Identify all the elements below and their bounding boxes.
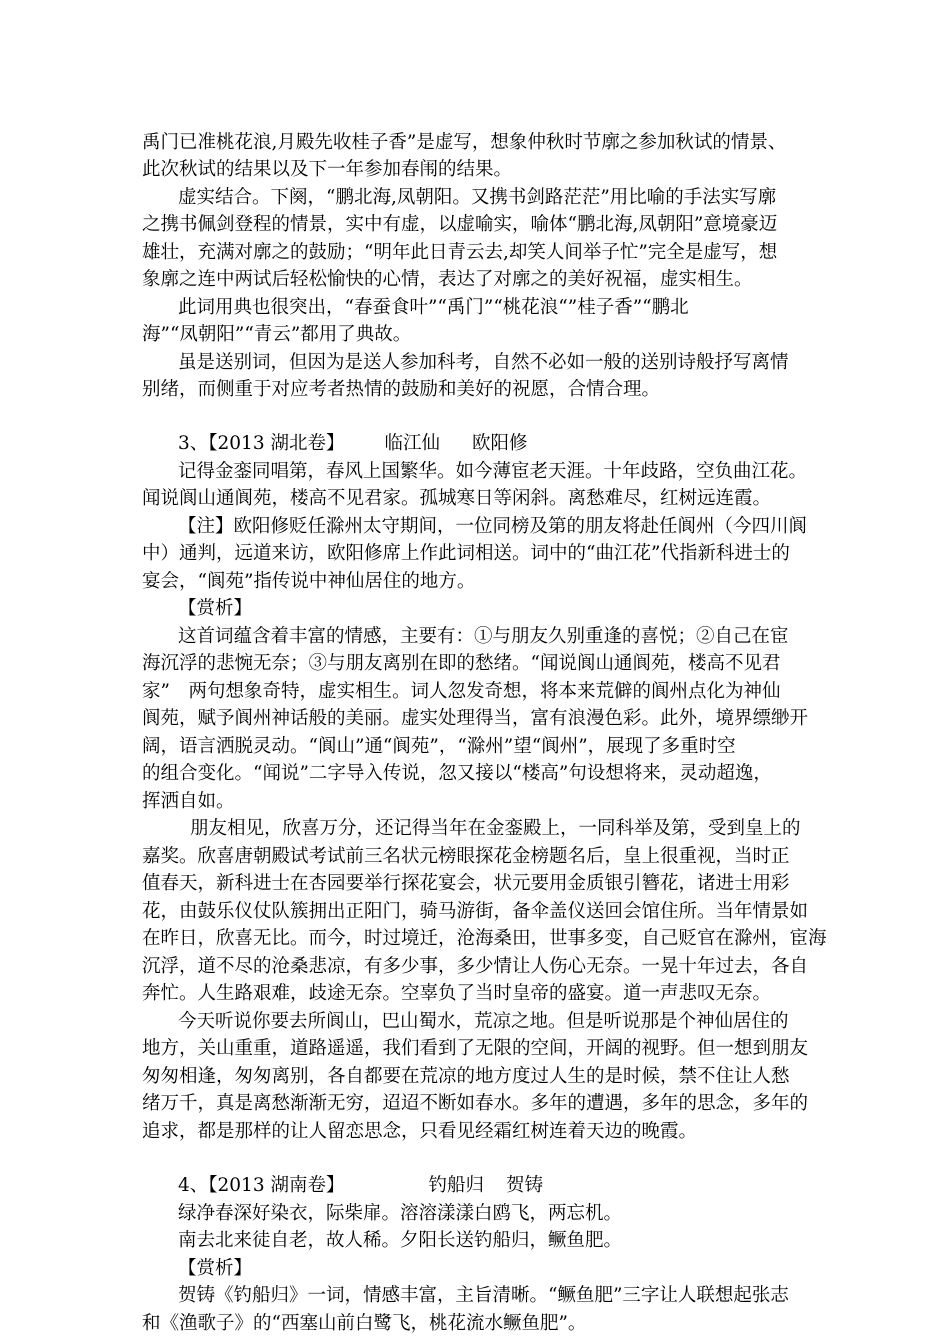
text-line: 沉浮，道不尽的沧桑悲凉，有多少事，多少情让人伤心无奈。一晃十年过去，各自 — [142, 956, 809, 977]
appreciation-label: 【赏析】 — [178, 598, 253, 619]
text-line: 在昨日，欣喜无比。而今，时过境迁，沧海桑田，世事多变，自己贬官在滁州，宦海 — [142, 928, 827, 949]
text-line: 和《渔歌子》的“西塞山前白鹭飞，桃花流水鳜鱼肥”。 — [142, 1313, 587, 1334]
text-line: 雄壮，充满对廓之的鼓励；“明年此日青云去,却笑人间举子忙”完全是虚写，想 — [142, 242, 778, 263]
section-number: 3、【2013 湖北卷】 — [178, 433, 345, 454]
section-heading-4 — [178, 1171, 543, 1197]
section-number: 4、【2013 湖南卷】 — [178, 1175, 345, 1196]
text-line: 别绪，而侧重于对应考者热情的鼓励和美好的祝愿，合情合理。 — [142, 379, 661, 400]
text-line: 象廓之连中两试后轻松愉快的心情，表达了对廓之的美好祝福，虚实相生。 — [142, 269, 753, 290]
text-line: 阔，语言洒脱灵动。“阆山”通“阆苑”，“滁州”望“阆州”，展现了多重时空 — [142, 736, 736, 757]
text-line: 匆匆相逢，匆匆离别，各自都要在荒凉的地方度过人生的是时候，禁不住让人愁 — [142, 1066, 790, 1087]
text-line: 这首词蕴含着丰富的情感，主要有：①与朋友久别重逢的喜悦；②自己在宦 — [178, 626, 789, 647]
poem-line: 南去北来徒自老，故人稀。夕阳长送钓船归，鳜鱼肥。 — [178, 1230, 623, 1251]
text-line: 地方，关山重重，道路遥遥，我们看到了无限的空间，开阔的视野。但一想到朋友 — [142, 1038, 809, 1059]
text-line: 禹门已准桃花浪,月殿先收桂子香”是虚写，想象仲秋时节廓之参加秋试的情景、 — [142, 132, 787, 153]
poem-line: 闻说阆山通阆苑，楼高不见君家。孤城寒日等闲斜。离愁难尽，红树远连霞。 — [142, 488, 772, 509]
section-heading-3 — [178, 429, 528, 455]
text-line: 花，由鼓乐仪仗队簇拥出正阳门，骑马游街，备伞盖仪送回会馆住所。当年情景如 — [142, 901, 809, 922]
appreciation-label: 【赏析】 — [178, 1258, 253, 1279]
text-line: 此次秋试的结果以及下一年参加春闱的结果。 — [142, 159, 513, 180]
text-line: 阆苑，赋予阆州神话般的美丽。虚实处理得当，富有浪漫色彩。此外，境界缥缈开 — [142, 708, 809, 729]
poem-author: 欧阳修 — [472, 433, 528, 454]
text-line: 嘉奖。欣喜唐朝殿试考试前三名状元榜眼探花金榜题名后，皇上很重视，当时正 — [142, 846, 790, 867]
text-line: 贺铸《钓船归》一词，情感丰富，主旨清晰。“鳜鱼肥”三字让人联想起张志 — [178, 1285, 789, 1306]
text-line: 之携书佩剑登程的情景，实中有虚，以虚喻实，喻体“鹏北海,凤朝阳”意境豪迈 — [142, 214, 778, 235]
text-line: 海沉浮的悲惋无奈；③与朋友离别在即的愁绪。“闻说阆山通阆苑，楼高不见君 — [142, 653, 781, 674]
poem-title: 临江仙 — [384, 433, 440, 454]
text-line: 家” 两句想象奇特，虚实相生。词人忽发奇想，将本来荒僻的阆州点化为神仙 — [142, 681, 781, 702]
text-line: 的组合变化。“闻说”二字导入传说，忽又接以“楼高”句设想将来，灵动超逸， — [142, 763, 772, 784]
text-line: 虽是送别词，但因为是送人参加科考，自然不必如一般的送别诗般抒写离情 — [178, 352, 789, 373]
text-line: 虚实结合。下阕，“鹏北海,凤朝阳。又携书剑路茫茫”用比喻的手法实写廓 — [178, 187, 777, 208]
note-line: 宴会，“阆苑”指传说中神仙居住的地方。 — [142, 571, 476, 592]
poem-line: 绿净春深好染衣，际柴扉。溶溶漾漾白鸥飞，两忘机。 — [178, 1203, 623, 1224]
note-line: 【注】欧阳修贬任滁州太守期间，一位同榜及第的朋友将赴任阆州（今四川阆 — [178, 516, 808, 537]
text-line: 追求，都是那样的让人留恋思念，只看见经霜红树连着天边的晚霞。 — [142, 1121, 698, 1142]
text-line: 今天听说你要去所阆山，巴山蜀水，荒凉之地。但是听说那是个神仙居住的 — [178, 1011, 789, 1032]
text-line: 挥洒自如。 — [142, 791, 235, 812]
poem-line: 记得金銮同唱第，春风上国繁华。如今薄宦老天涯。十年歧路，空负曲江花。 — [178, 461, 808, 482]
text-line: 海”“凤朝阳”“青云”都用了典故。 — [142, 324, 412, 345]
text-line: 奔忙。人生路艰难，歧途无奈。空辜负了当时皇帝的盛宴。道一声悲叹无奈。 — [142, 983, 772, 1004]
text-line: 绪万千，真是离愁渐渐无穷，迢迢不断如春水。多年的遭遇，多年的思念，多年的 — [142, 1093, 809, 1114]
poem-title: 钓船归 — [428, 1175, 484, 1196]
note-line: 中）通判，远道来访，欧阳修席上作此词相送。词中的“曲江花”代指新科进士的 — [142, 543, 790, 564]
text-line: 值春天，新科进士在杏园要举行探花宴会，状元要用金质银引簪花，诸进士用彩 — [142, 873, 790, 894]
text-line: 朋友相见，欣喜万分，还记得当年在金銮殿上，一同科举及第，受到皇上的 — [190, 818, 801, 839]
poem-author: 贺铸 — [506, 1175, 544, 1196]
text-line: 此词用典也很突出，“春蚕食叶”“禹门”“桃花浪“”桂子香”“鹏北 — [178, 297, 689, 318]
